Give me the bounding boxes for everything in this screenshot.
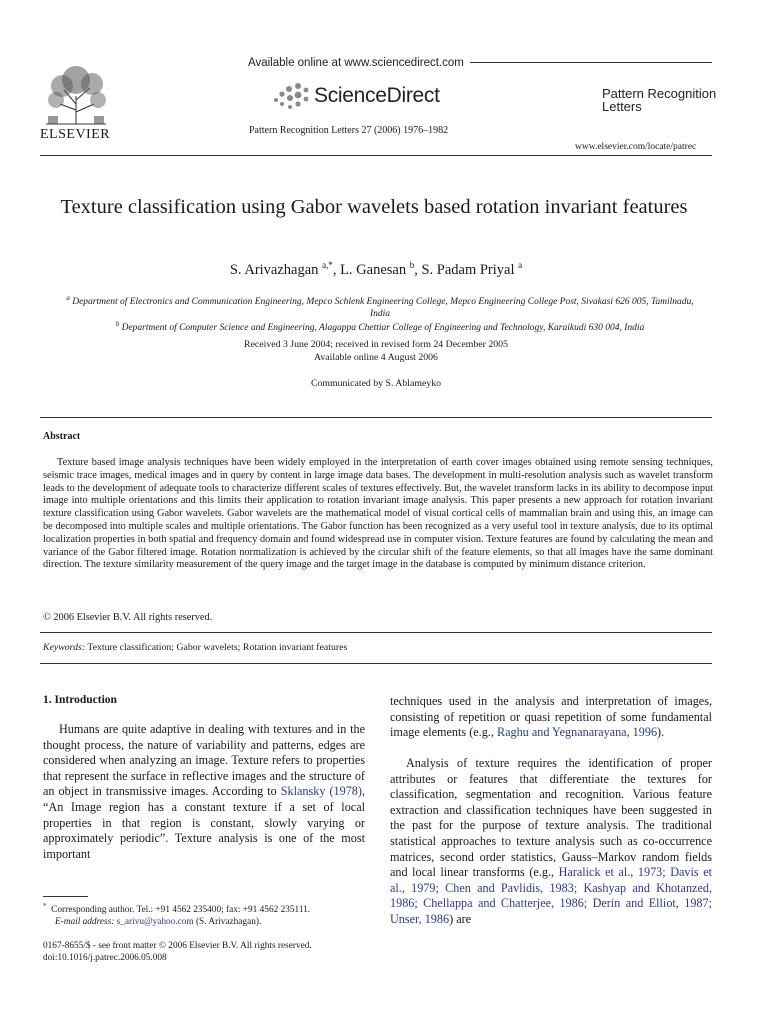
keywords-line [43, 642, 347, 653]
journal-url[interactable]: www.elsevier.com/locate/patrec [575, 142, 697, 152]
citation-links[interactable]: Haralick et al., 1973; Davis et al., 1979; Chen and Pavlidis, 1983; Kashyap and Khotanzed, 1986; Chellappa and Chatterjee, 1986; Derin and Elliot, 1987; Unser, 1986 [390, 865, 712, 926]
abstract-top-rule [40, 417, 712, 418]
intro-paragraph-continued [390, 694, 712, 741]
citation-link[interactable]: Sklansky (1978) [280, 784, 362, 799]
communicated-by: Communicated by S. Ablameyko [310, 378, 442, 389]
affiliation-b [60, 318, 700, 334]
affiliation-a [60, 292, 700, 320]
journal-name-line1: Pattern Recognition [602, 86, 717, 101]
corresponding-author-footnote [43, 900, 373, 928]
keywords-top-rule [40, 632, 712, 633]
footnote-mark: * [43, 902, 47, 910]
footnote-contact: Corresponding author. Tel.: +91 4562 235400; fax: +91 4562 235111. [51, 905, 311, 916]
issn-line: 0167-8655/$ - see front matter © 2006 Elsevier B.V. All rights reserved. [43, 941, 312, 951]
journal-name-line2: Letters [602, 99, 642, 114]
header-divider [40, 155, 712, 156]
paragraph-text: , “An Image region has a constant texture if a set of local properties in that region is constant, slowly varying or approximately periodic”. Texture analysis is one of the most important [43, 784, 365, 861]
intro-paragraph-1 [43, 722, 365, 862]
citation-link[interactable]: Raghu and Yegnanarayana, 1996 [496, 725, 658, 740]
received-date: Received 3 June 2004; received in revised form 24 December 2005 [244, 339, 508, 350]
available-online-text[interactable]: Available online at www.sciencedirect.com [248, 57, 464, 69]
paragraph-text: techniques used in the analysis and interpretation of images, consisting of repetition or quasi repetition of some fundamental image elements (e.g., [390, 694, 712, 740]
intro-paragraph-2 [390, 756, 712, 928]
author-name: , L. Ganesan [332, 261, 407, 278]
abstract-copyright: © 2006 Elsevier B.V. All rights reserved. [43, 612, 213, 623]
sciencedirect-wordmark: ScienceDirect [314, 84, 440, 107]
email-label: E-mail address: [55, 917, 115, 928]
paragraph-text: Humans are quite adaptive in dealing with textures and in the thought process, the nature of variability and patterns, edges are considered when analyzing an image. Texture refers to properties that represent the surface in reflective images and the structure of an object in transmissive images. According to [43, 722, 365, 799]
abstract-heading: Abstract [43, 431, 81, 442]
author-affiliation-mark[interactable]: a,* [322, 260, 333, 270]
article-title: Texture classification using Gabor wavelets based rotation invariant features [60, 196, 688, 218]
header-top-rule [470, 62, 712, 63]
journal-name [602, 87, 717, 113]
available-date: Available online 4 August 2006 [314, 351, 438, 363]
author-name: , S. Padam Priyal [414, 261, 515, 278]
affiliation-mark: a [66, 294, 70, 302]
front-matter [43, 940, 373, 964]
publisher-name: ELSEVIER [40, 127, 111, 142]
email-link[interactable]: s_arivu@yahoo.com [116, 917, 194, 928]
section-heading: 1. Introduction [43, 694, 117, 706]
paragraph-text: ). [657, 725, 665, 740]
article-dates [40, 339, 712, 364]
keywords-label: Keywords: [43, 642, 86, 653]
sciencedirect-dots-icon [270, 80, 310, 110]
keywords-bottom-rule [40, 663, 712, 664]
keywords-text: Texture classification; Gabor wavelets; Rotation invariant features [87, 642, 348, 653]
doi-line[interactable]: doi:10.1016/j.patrec.2006.05.008 [43, 953, 167, 963]
author-affiliation-mark[interactable]: a [518, 260, 523, 270]
paragraph-text: Analysis of texture requires the identification of proper attributes or features that differentiate the textures for classification, segmentation and recognition. Various feature extraction and classification techniques have been suggested in the past for the purpose of texture analysis. The traditional statistical approaches to texture analysis such as co-occurrence matrices, second order statistics, Gauss–Markov random fields and local linear transforms (e.g., [390, 756, 712, 880]
affiliation-mark: b [115, 320, 120, 328]
abstract-text: Texture based image analysis techniques have been widely employed in the interpretation of earth cover images obtained using remote sensing techniques, seismic trace images, medical images and in query by content in large image data bases. The development in multi-resolution analysis such as wavelet transform leads to the development of adequate tools to characterize different scales of textures effectively. But, the wavelet transform lacks in its ability to decompose input image into multiple orientations and this limits their application to rotation invariant image analysis. This paper presents a new approach for rotation invariant texture classification using Gabor wavelets. Gabor wavelets are the mathematical model of visual cortical cells of mammalian brain and using this, an image can be decomposed into multiple scales and multiple orientations. The Gabor function has been recognized as a very useful tool in texture analysis, due to its optimal localization properties in both spatial and frequency domain and found widespread use in computer vision. Texture features are found by calculating the mean and variance of the Gabor filtered image. Rotation normalization is achieved by the circular shift of the feature elements, so that all images have the same dominant direction. The texture similarity measurement of the query image and the target image in the database is computed by minimum distance criterion. [43, 457, 713, 571]
affiliation-text: Department of Computer Science and Engineering, Alagappa Chettiar College of Engineering and Technology, Karaikudi 630 004, India [121, 323, 645, 334]
author-name: S. Arivazhagan [229, 261, 319, 278]
affiliation-text: Department of Electronics and Communication Engineering, Mepco Schlenk Engineering College, Mepco Engineering College Post, Sivakasi 626 005, Tamilnadu, India [72, 297, 694, 320]
journal-reference: Pattern Recognition Letters 27 (2006) 1976–1982 [249, 125, 449, 136]
footnote-rule [43, 896, 88, 897]
paragraph-text: ) are [449, 911, 472, 926]
author-affiliation-mark[interactable]: b [409, 260, 415, 270]
email-suffix: (S. Arivazhagan). [193, 917, 262, 928]
author-list [40, 260, 712, 279]
